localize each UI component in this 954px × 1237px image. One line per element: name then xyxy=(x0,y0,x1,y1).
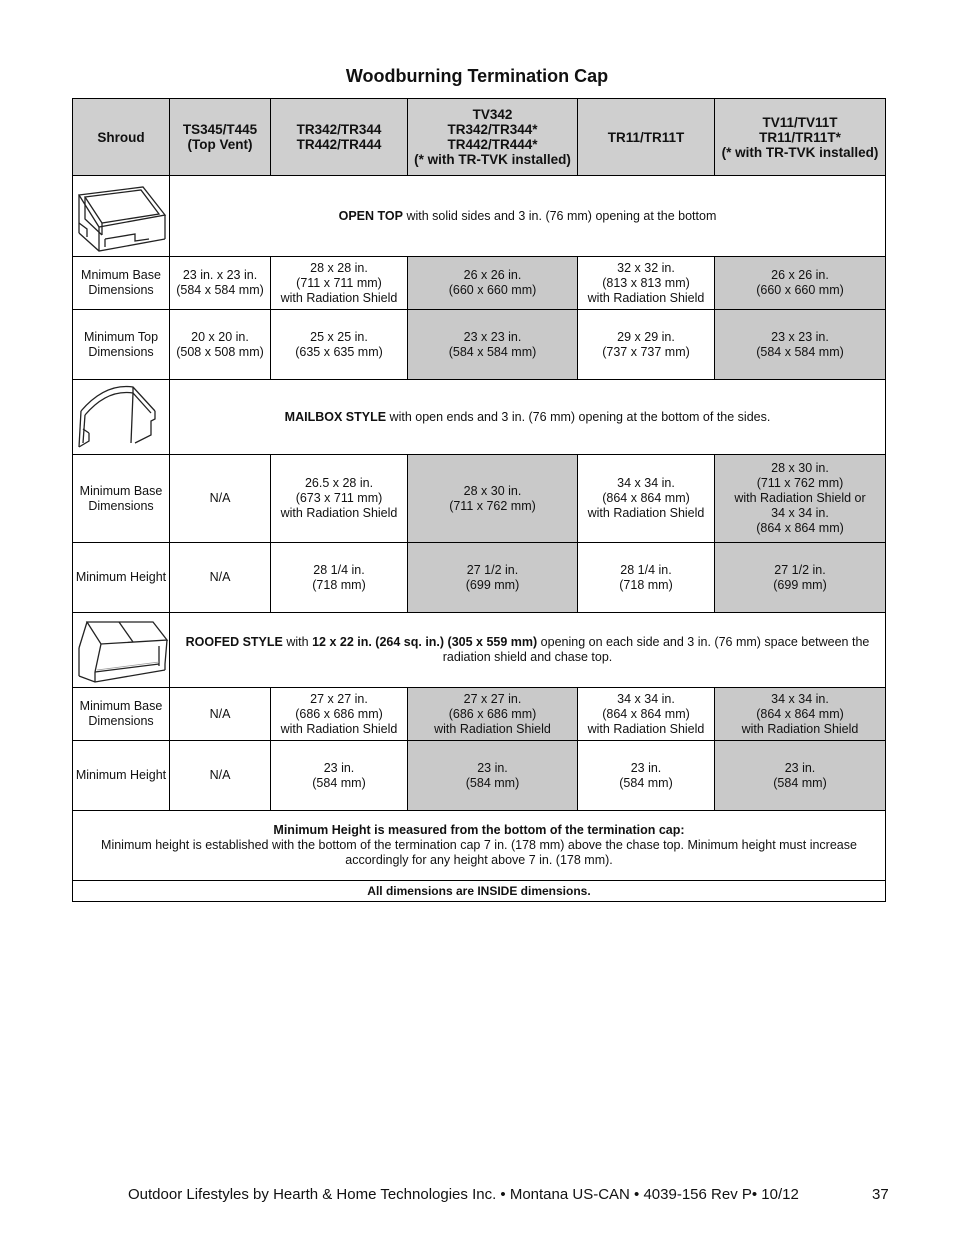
footnote-row xyxy=(73,881,886,902)
table-cell: N/A xyxy=(170,688,271,741)
minimum-height-note: Minimum Height is measured from the bottom of the termination cap: Minimum height is established with the bottom of the termination cap 7 in. (178 mm) above the chase top. Minimum height must increase accordingly for any height above 7 in. (178 mm). xyxy=(73,811,886,881)
table-cell: 23 x 23 in. (584 x 584 mm) xyxy=(408,310,578,380)
table-row xyxy=(73,741,886,811)
table-row xyxy=(73,455,886,543)
table-cell: 28 1/4 in. (718 mm) xyxy=(271,543,408,613)
table-cell: 25 x 25 in. (635 x 635 mm) xyxy=(271,310,408,380)
roofed-shroud-icon xyxy=(73,613,170,688)
header-row xyxy=(73,99,886,176)
page-title: Woodburning Termination Cap xyxy=(345,66,609,86)
header-ts345: TS345/T445 (Top Vent) xyxy=(170,99,271,176)
note-row xyxy=(73,811,886,881)
table-row xyxy=(73,543,886,613)
table-cell: 26 x 26 in. (660 x 660 mm) xyxy=(715,257,886,310)
termination-cap-table xyxy=(72,98,886,902)
table-cell: 27 x 27 in. (686 x 686 mm) with Radiation Shield xyxy=(271,688,408,741)
table-cell: N/A xyxy=(170,543,271,613)
mailbox-description: MAILBOX STYLE with open ends and 3 in. (76 mm) opening at the bottom of the sides. xyxy=(170,380,886,455)
table-cell: 34 x 34 in. (864 x 864 mm) with Radiation Shield xyxy=(578,688,715,741)
table-cell: 26 x 26 in. (660 x 660 mm) xyxy=(408,257,578,310)
table-row xyxy=(73,310,886,380)
style-row-roofed xyxy=(73,613,886,688)
table-cell: 27 x 27 in. (686 x 686 mm) with Radiation Shield xyxy=(408,688,578,741)
table-cell: 23 in. (584 mm) xyxy=(271,741,408,811)
row-label: Minimum Top Dimensions xyxy=(73,310,170,380)
table-cell: 29 x 29 in. (737 x 737 mm) xyxy=(578,310,715,380)
row-label: Minimum Base Dimensions xyxy=(73,688,170,741)
row-label: Minimum Height xyxy=(73,741,170,811)
header-tr342: TR342/TR344 TR442/TR444 xyxy=(271,99,408,176)
page-footer: Outdoor Lifestyles by Hearth & Home Technologies Inc. • Montana US-CAN • 4039-156 Rev P• 10/12 xyxy=(128,1186,799,1203)
table-cell: 34 x 34 in. (864 x 864 mm) with Radiation Shield xyxy=(715,688,886,741)
table-cell: 34 x 34 in. (864 x 864 mm) with Radiation Shield xyxy=(578,455,715,543)
header-tv11: TV11/TV11T TR11/TR11T* (* with TR-TVK installed) xyxy=(715,99,886,176)
roofed-description: ROOFED STYLE with 12 x 22 in. (264 sq. in.) (305 x 559 mm) opening on each side and 3 in. (76 mm) space between the radiation shield and chase top. xyxy=(170,613,886,688)
page-number: 37 xyxy=(872,1186,889,1203)
table-cell: 23 in. (584 mm) xyxy=(578,741,715,811)
table-cell: 23 x 23 in. (584 x 584 mm) xyxy=(715,310,886,380)
open-top-shroud-icon xyxy=(73,176,170,257)
table-cell: 28 x 30 in. (711 x 762 mm) with Radiation Shield or 34 x 34 in. (864 x 864 mm) xyxy=(715,455,886,543)
header-tr11: TR11/TR11T xyxy=(578,99,715,176)
row-label: Minimum Height xyxy=(73,543,170,613)
style-row-open-top xyxy=(73,176,886,257)
mailbox-shroud-icon xyxy=(73,380,170,455)
table-cell: N/A xyxy=(170,455,271,543)
table-cell: 28 1/4 in. (718 mm) xyxy=(578,543,715,613)
inside-dimensions-footnote: All dimensions are INSIDE dimensions. xyxy=(73,881,886,902)
table-cell: 28 x 30 in. (711 x 762 mm) xyxy=(408,455,578,543)
row-label: Mnimum Base Dimensions xyxy=(73,257,170,310)
header-tv342: TV342 TR342/TR344* TR442/TR444* (* with TR-TVK installed) xyxy=(408,99,578,176)
style-row-mailbox xyxy=(73,380,886,455)
table-cell: 23 in. (584 mm) xyxy=(408,741,578,811)
table-cell: 23 in. (584 mm) xyxy=(715,741,886,811)
row-label: Minimum Base Dimensions xyxy=(73,455,170,543)
table-cell: 32 x 32 in. (813 x 813 mm) with Radiation Shield xyxy=(578,257,715,310)
table-cell: N/A xyxy=(170,741,271,811)
table-row xyxy=(73,688,886,741)
open-top-description: OPEN TOP with solid sides and 3 in. (76 mm) opening at the bottom xyxy=(170,176,886,257)
table-cell: 28 x 28 in. (711 x 711 mm) with Radiation Shield xyxy=(271,257,408,310)
table-cell: 20 x 20 in. (508 x 508 mm) xyxy=(170,310,271,380)
table-cell: 23 in. x 23 in. (584 x 584 mm) xyxy=(170,257,271,310)
table-cell: 26.5 x 28 in. (673 x 711 mm) with Radiation Shield xyxy=(271,455,408,543)
table-cell: 27 1/2 in. (699 mm) xyxy=(408,543,578,613)
table-cell: 27 1/2 in. (699 mm) xyxy=(715,543,886,613)
header-shroud: Shroud xyxy=(73,99,170,176)
table-row xyxy=(73,257,886,310)
